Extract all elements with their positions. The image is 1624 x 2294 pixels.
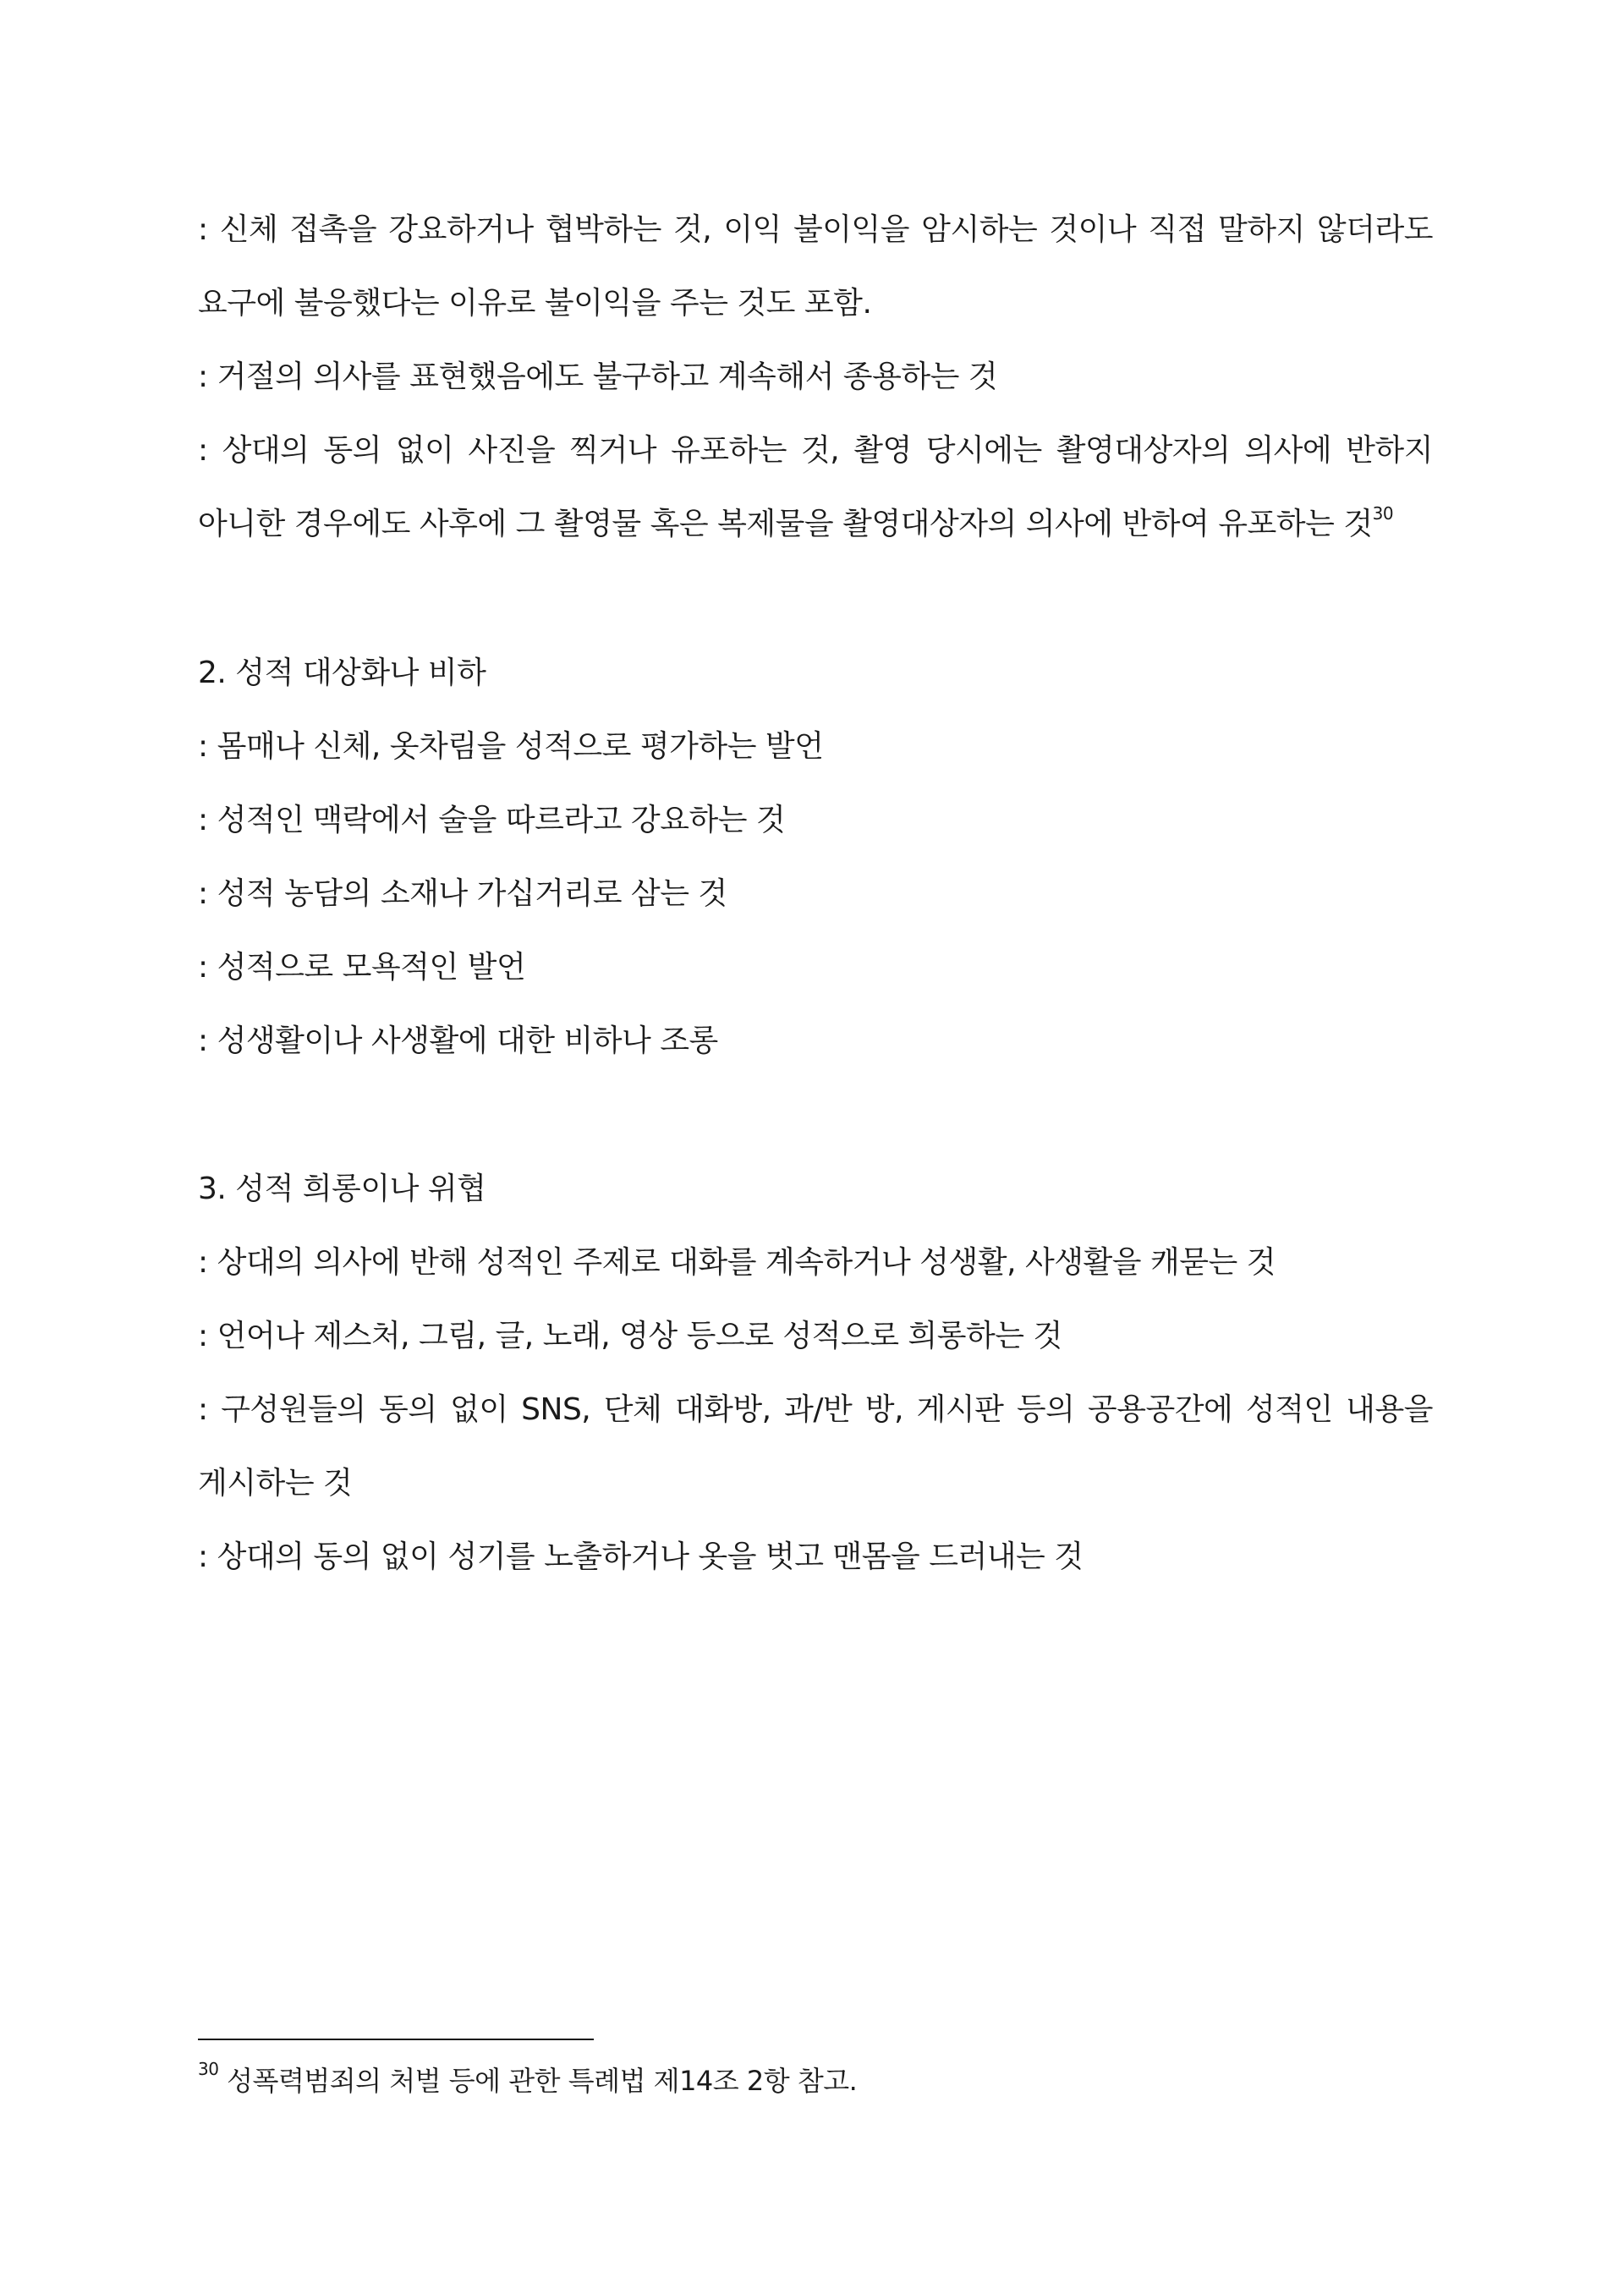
section-heading: 2. 성적 대상화나 비하 [198,656,486,690]
list-item: : 상대의 의사에 반해 성적인 주제로 대화를 계속하거나 성생활, 사생활을 캐묻는 것 [198,1245,1276,1280]
body-line-text: 아니한 경우에도 사후에 그 촬영물 혹은 복제물을 촬영대상자의 의사에 반하여 유포하는 것 [198,507,1373,541]
list-item: : 상대의 동의 없이 성기를 노출하거나 옷을 벗고 맨몸을 드러내는 것 [198,1539,1084,1574]
list-item: : 성적 농담의 소재나 가십거리로 삼는 것 [198,876,727,911]
footnote [198,2059,858,2099]
list-item: : 언어나 제스처, 그림, 글, 노래, 영상 등으로 성적으로 희롱하는 것 [198,1319,1062,1353]
body-line: : 거절의 의사를 표현했음에도 불구하고 계속해서 종용하는 것 [198,359,998,394]
footnote-number: 30 [198,2059,219,2080]
list-item: : 성적으로 모욕적인 발언 [198,950,526,985]
list-item: : 몸매나 신체, 옷차림을 성적으로 평가하는 발언 [198,729,824,764]
footnote-text: 성폭력범죄의 처벌 등에 관한 특례법 제14조 2항 참고. [218,2065,858,2097]
footnote-reference[interactable]: 30 [1372,503,1394,524]
list-item: : 구성원들의 동의 없이 SNS, 단체 대화방, 과/반 방, 게시판 등의 공용공간에 성적인 내용을 [198,1392,1433,1427]
body-line: : 상대의 동의 없이 사진을 찍거나 유포하는 것, 촬영 당시에는 촬영대상자의 의사에 반하지 [198,433,1433,468]
list-item: : 성생활이나 사생활에 대한 비하나 조롱 [198,1024,718,1058]
body-line: 요구에 불응했다는 이유로 불이익을 주는 것도 포함. [198,286,872,321]
footnote-separator [198,2039,594,2040]
list-item-continuation: 게시하는 것 [198,1466,353,1501]
body-line: : 신체 접촉을 강요하거나 협박하는 것, 이익 불이익을 암시하는 것이나 직접 말하지 않더라도 [198,212,1433,247]
list-item: : 성적인 맥락에서 술을 따르라고 강요하는 것 [198,803,786,837]
section-heading: 3. 성적 희롱이나 위협 [198,1172,486,1206]
body-line-with-footnote [198,504,1393,545]
